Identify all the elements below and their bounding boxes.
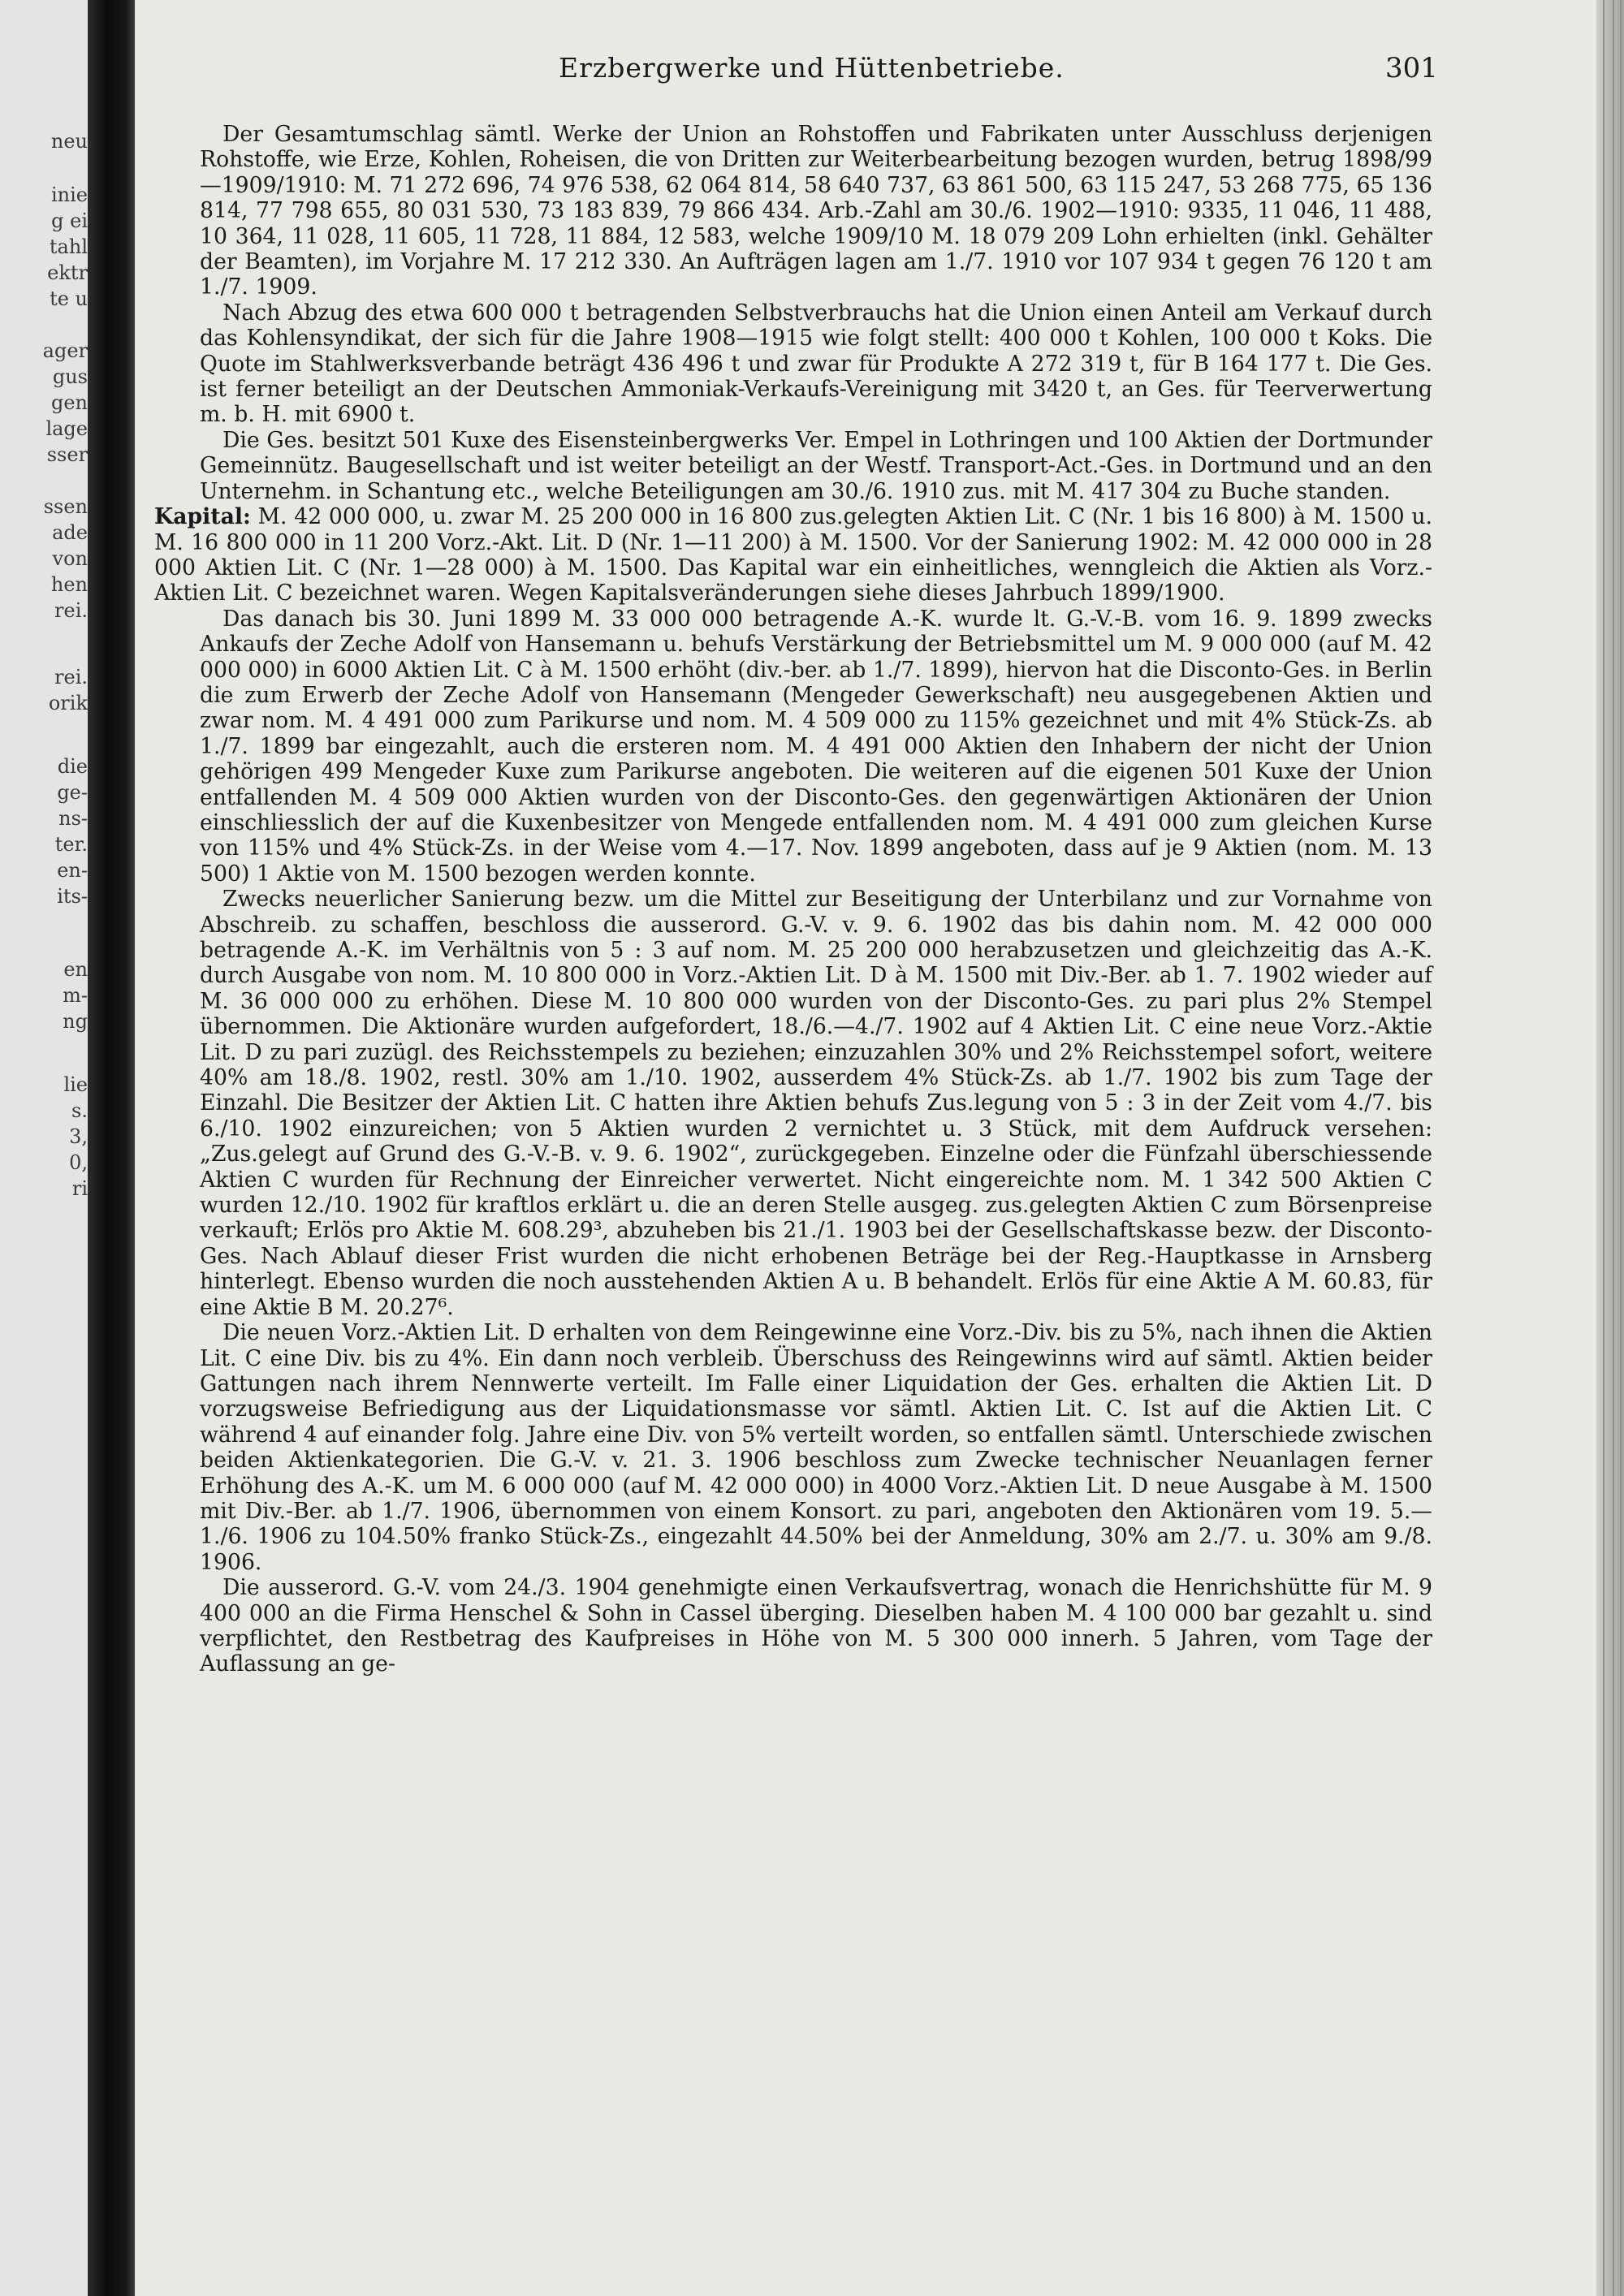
fragment-text: neu <box>50 130 88 153</box>
fragment-text: ge- <box>57 781 88 804</box>
page-edge-line <box>1613 0 1614 2296</box>
paragraph-sanierung-1902: Zwecks neuerlicher Sanierung bezw. um die Mittel zur Beseitigung der Unterbilanz und zur Vornahme von Abschreib. zu schaffen, beschloss die ausserord. G.-V. v. 9. 6. 1902 das bis dahin nom. M. 42 000 000 betragende A.-K. im Verhältnis von 5 : 3 auf nom. M. 25 200 000 herabzusetzen und gleichzeitig das A.-K. durch Ausgabe von nom. M. 10 800 000 in Vorz.-Aktien Lit. D à M. 1500 mit Div.-Ber. ab 1. 7. 1902 wieder auf M. 36 000 000 zu erhöhen. Diese M. 10 800 000 wurden von der Disconto-Ges. zu pari plus 2% Stempel übernommen. Die Aktionäre wurden aufgefordert, 18./6.—4./7. 1902 auf 4 Aktien Lit. C eine neue Vorz.-Aktie Lit. D zu pari zuzügl. des Reichsstempels zu beziehen; einzuzahlen 30% und 2% Reichsstempel sofort, weitere 40% am 18./8. 1902, restl. 30% am 1./10. 1902, ausserdem 4% Stück-Zs. ab 1./7. 1902 bis zum Tage der Einzahl. Die Besitzer der Aktien Lit. C hatten ihre Aktien behufs Zus.legung von 5 : 3 in der Zeit vom 4./7. bis 6./10. 1902 einzureichen; von 5 Aktien wurden 2 vernichtet u. 3 Stück, mit dem Aufdruck versehen: „Zus.gelegt auf Grund des G.-V.-B. v. 9. 6. 1902“, zurückgegeben. Einzelne oder die Fünfzahl überschiessende Aktien C wurden für Rechnung der Einreicher verwertet. Nicht eingereichte nom. M. 1 342 500 Aktien C wurden 12./10. 1902 für kraftlos erklärt u. die an deren Stelle ausgeg. zus.gelegten Aktien C zum Börsenpreise verkauft; Erlös pro Aktie M. 608.29³, abzuheben bis 21./1. 1903 bei der Gesellschaftskasse bezw. der Disconto-Ges. Nach Ablauf dieser Frist wurden die nicht erhobenen Beträge bei der Reg.-Hauptkasse in Arnsberg hinterlegt. Ebenso wurden die noch ausstehenden Aktien A u. B behandelt. Erlös für eine Aktie A M. 60.83, für eine Aktie B M. 20.27⁶. <box>200 887 1432 1320</box>
paragraph-preferred-shares: Die neuen Vorz.-Aktien Lit. D erhalten von dem Reingewinne eine Vorz.-Div. bis zu 5%, nach ihnen die Aktien Lit. C eine Div. bis zu 4%. Ein dann noch verbleib. Überschuss des Reingewinns wird auf sämtl. Aktien beider Gattungen nach ihrem Nennwerte verteilt. Im Falle einer Liquidation der Ges. erhalten die Aktien Lit. D vorzugsweise Befriedigung aus der Liquidationsmasse vor sämtl. Aktien Lit. C. Ist auf die Aktien Lit. C während 4 auf einander folg. Jahre eine Div. von 5% verteilt worden, so entfallen sämtl. Unterschiede zwischen beiden Aktienkategorien. Die G.-V. v. 21. 3. 1906 beschloss zum Zwecke technischer Neuanlagen ferner Erhöhung des A.-K. um M. 6 000 000 (auf M. 42 000 000) in 4000 Vorz.-Aktien Lit. D neue Ausgabe à M. 1500 mit Div.-Ber. ab 1./7. 1906, übernommen von einem Konsort. zu pari, angeboten den Aktionären vom 19. 5.—1./6. 1906 zu 104.50% franko Stück-Zs., eingezahlt 44.50% bei der Anmeldung, 30% am 2./7. u. 30% am 9./8. 1906. <box>200 1320 1432 1575</box>
page-edge-line <box>1603 0 1605 2296</box>
book-spine-shadow <box>88 0 135 2296</box>
paragraph-turnover: Der Gesamtumschlag sämtl. Werke der Union an Rohstoffen und Fabrikaten unter Ausschluss derjenigen Rohstoffe, wie Erze, Kohlen, Roheisen, die von Dritten zur Weiterbearbeitung bezogen wurden, betrug 1898/99—1909/1910: M. 71 272 696, 74 976 538, 62 064 814, 58 640 737, 63 861 500, 63 115 247, 53 268 775, 65 136 814, 77 798 655, 80 031 530, 73 183 839, 79 866 434. Arb.-Zahl am 30./6. 1902—1910: 9335, 11 046, 11 488, 10 364, 11 028, 11 605, 11 728, 11 884, 12 583, welche 1909/10 M. 18 079 209 Lohn erhielten (inkl. Gehälter der Beamten), im Vorjahre M. 17 212 330. An Aufträgen lagen am 1./7. 1910 vor 107 934 t gegen 76 120 t am 1./7. 1909. <box>200 122 1432 300</box>
fragment-text: sser <box>46 443 88 466</box>
fragment-text: ter. <box>54 833 88 856</box>
page-number: 301 <box>1385 52 1438 84</box>
fragment-text: its- <box>57 885 88 908</box>
running-head: Erzbergwerke und Hüttenbetriebe. <box>559 52 1065 84</box>
fragment-text: 0, <box>69 1151 88 1174</box>
adjacent-page-fragment <box>0 0 88 2296</box>
paragraph-capital-increase-1899: Das danach bis 30. Juni 1899 M. 33 000 000 betragende A.-K. wurde lt. G.-V.-B. vom 16. 9. 1899 zwecks Ankaufs der Zeche Adolf von Hansemann u. behufs Verstärkung der Betriebsmittel um M. 9 000 000 (auf M. 42 000 000) in 6000 Aktien Lit. C à M. 1500 erhöht (div.-ber. ab 1./7. 1899), hiervon hat die Disconto-Ges. in Berlin die zum Erwerb der Zeche Adolf von Hansemann (Mengeder Gewerkschaft) neu ausgegebenen Aktien und zwar nom. M. 4 491 000 zum Parikurse und nom. M. 4 509 000 zu 115% gezeichnet und mit 4% Stück-Zs. ab 1./7. 1899 bar eingezahlt, auch die ersteren nom. M. 4 491 000 Aktien den Inhabern der nicht der Union gehörigen 499 Mengeder Kuxe zum Parikurse angeboten. Die weiteren auf die eigenen 501 Kuxe der Union entfallenden M. 4 509 000 Aktien wurden von der Disconto-Ges. den gegenwärtigen Aktionären der Union einschliesslich der auf die Kuxenbesitzer von Mengede entfallenden nom. M. 4 491 000 zum gleichen Kurse von 115% und 4% Stück-Zs. in der Weise vom 4.—17. Nov. 1899 angeboten, dass auf je 9 Aktien (nom. M. 13 500) 1 Aktie von M. 1500 bezogen werden konnte. <box>200 606 1432 887</box>
fragment-text: inie <box>50 183 88 206</box>
fragment-text: ager <box>42 339 88 362</box>
fragment-text: te u <box>50 287 88 310</box>
fragment-text: ektr <box>47 261 88 284</box>
fragment-text: g ei <box>51 209 88 232</box>
kapital-section <box>154 504 1432 606</box>
article-body <box>154 122 1432 1677</box>
fragment-text: rei. <box>54 599 88 622</box>
page-edge <box>1596 0 1624 2296</box>
fragment-text: gus <box>52 365 88 388</box>
fragment-text: ng <box>63 1010 88 1033</box>
fragment-text: ri <box>71 1177 88 1200</box>
page-edge-line <box>1620 0 1622 2296</box>
kapital-label: Kapital: <box>154 504 251 530</box>
fragment-text: ssen <box>43 495 88 518</box>
fragment-text: hen <box>50 573 88 596</box>
fragment-text: orik <box>48 692 88 714</box>
paragraph-syndicate: Nach Abzug des etwa 600 000 t betragenden Selbstverbrauchs hat die Union einen Anteil am Verkauf durch das Kohlensyndikat, der sich für die Jahre 1908—1915 wie folgt stellt: 400 000 t Kohlen, 100 000 t Koks. Die Quote im Stahlwerksverbande beträgt 436 496 t und zwar für Produkte A 272 319 t, für B 164 177 t. Die Ges. ist ferner beteiligt an der Deutschen Ammoniak-Verkaufs-Vereinigung mit 3420 t, an Ges. für Teerverwertung m. b. H. mit 6900 t. <box>200 300 1432 428</box>
fragment-text: gen <box>50 391 88 414</box>
paragraph-holdings: Die Ges. besitzt 501 Kuxe des Eisensteinbergwerks Ver. Empel in Lothringen und 100 Aktien der Dortmunder Gemeinnütz. Baugesellschaft und ist weiter beteiligt an der Westf. Transport-Act.-Ges. in Dortmund und an den Unternehm. in Schantung etc., welche Beteiligungen am 30./6. 1910 zus. mit M. 417 304 zu Buche standen. <box>200 427 1432 504</box>
fragment-text: lie <box>63 1073 88 1096</box>
fragment-text: 3, <box>69 1125 88 1148</box>
fragment-text: rei. <box>54 666 88 688</box>
fragment-text: die <box>57 755 88 778</box>
fragment-text: m- <box>63 984 88 1007</box>
page-header <box>135 52 1596 101</box>
fragment-text: von <box>52 547 88 570</box>
fragment-text: s. <box>71 1099 88 1122</box>
fragment-text: lage <box>45 417 88 440</box>
paragraph-henrichshuette-sale: Die ausserord. G.-V. vom 24./3. 1904 genehmigte einen Verkaufsvertrag, wonach die Henrichshütte für M. 9 400 000 an die Firma Henschel & Sohn in Cassel überging. Dieselben haben M. 4 100 000 bar gezahlt u. sind verpflichtet, den Restbetrag des Kaufpreises in Höhe von M. 5 300 000 innerh. 5 Jahren, vom Tage der Auflassung an ge- <box>200 1575 1432 1677</box>
fragment-text: ade <box>52 521 88 544</box>
fragment-text: tahl <box>49 235 88 258</box>
fragment-text: en <box>63 958 88 981</box>
fragment-text: en- <box>57 859 88 882</box>
fragment-text: ns- <box>58 807 88 830</box>
kapital-text: M. 42 000 000, u. zwar M. 25 200 000 in 16 800 zus.gelegten Aktien Lit. C (Nr. 1 bis 16 800) à M. 1500 u. M. 16 800 000 in 11 200 Vorz.-Akt. Lit. D (Nr. 1—11 200) à M. 1500. Vor der Sanierung 1902: M. 42 000 000 in 28 000 Aktien Lit. C (Nr. 1—28 000) à M. 1500. Das Kapital war ein einheitliches, wenngleich die Aktien als Vorz.-Aktien Lit. C bezeichnet waren. Wegen Kapitalsveränderungen siehe dieses Jahrbuch 1899/1900. <box>154 504 1432 606</box>
